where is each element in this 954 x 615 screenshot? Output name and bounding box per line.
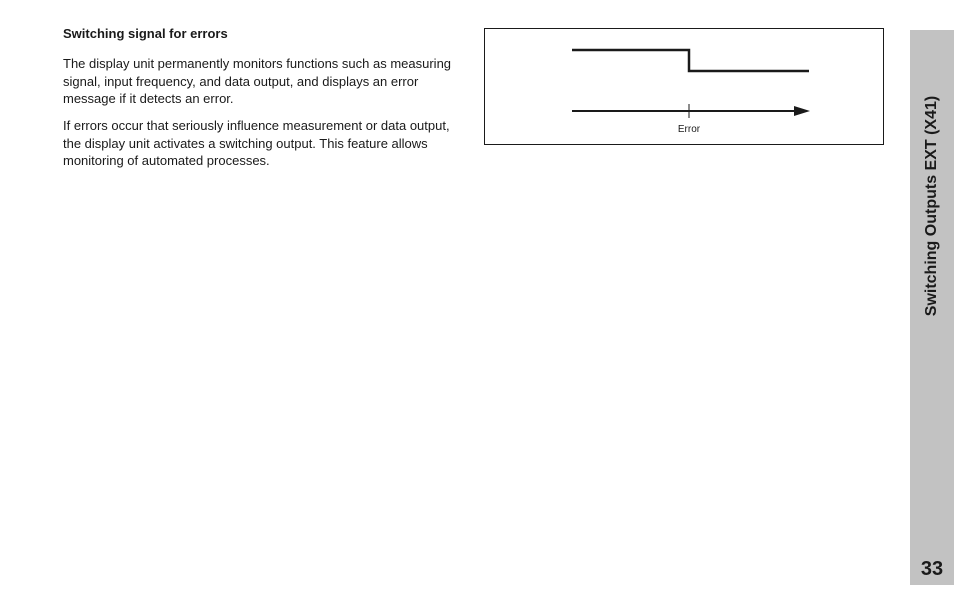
time-axis-arrow	[794, 106, 810, 116]
paragraph-switching-output: If errors occur that seriously influence measurement or data output, the display unit activates a switching output. This feature allows monitoring of automated processes.	[63, 118, 450, 168]
section-heading: Switching signal for errors	[63, 26, 228, 41]
signal-line	[572, 50, 809, 71]
switching-signal-diagram	[484, 28, 884, 145]
page-number: 33	[920, 558, 944, 580]
signal-timing-svg	[485, 29, 885, 146]
chapter-side-tab	[910, 30, 954, 585]
paragraph-monitoring: The display unit permanently monitors functions such as measuring signal, input frequency, and data output, and displays an error message if it detects an error.	[63, 56, 452, 106]
error-label: Error	[677, 124, 701, 135]
chapter-title: Switching Outputs EXT (X41)	[923, 95, 940, 317]
